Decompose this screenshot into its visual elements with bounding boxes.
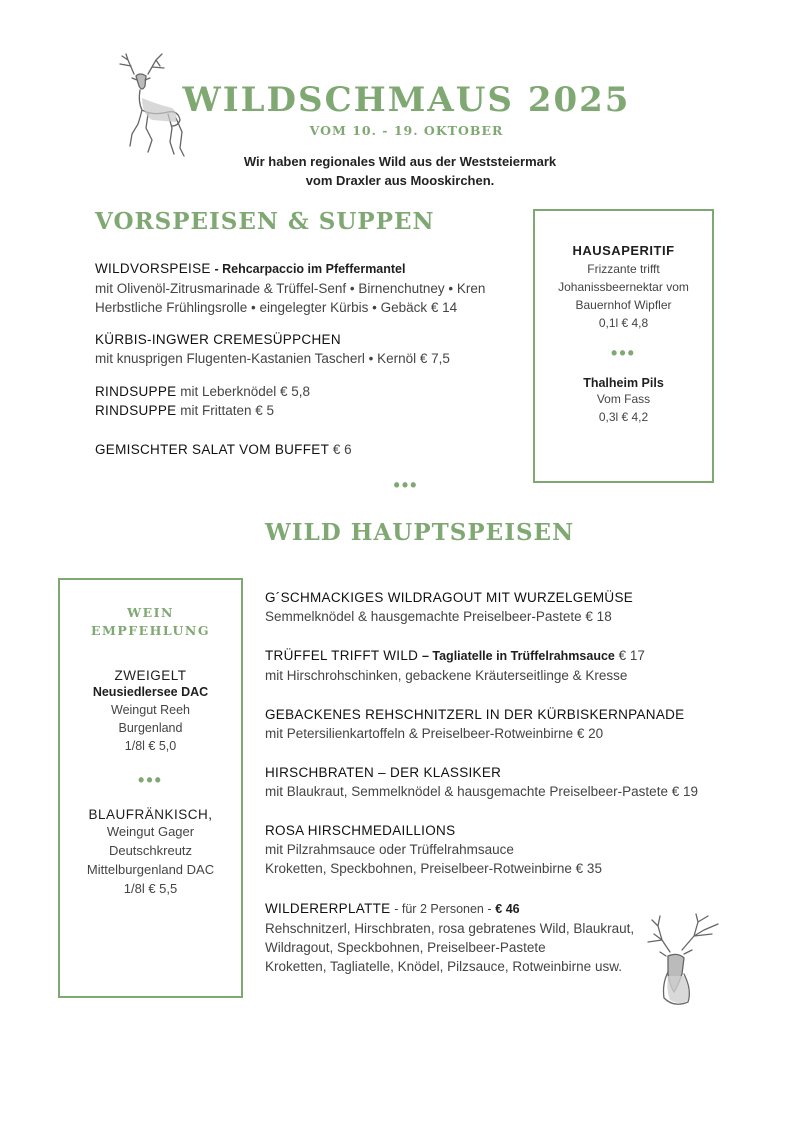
hauptspeise-4-line1: mit Blaukraut, Semmelknödel & hausgemachte Preiselbeer-Pastete € 19: [265, 784, 698, 799]
page-title: WILDSCHMAUS 2025: [182, 80, 631, 120]
kuerbis-name: KÜRBIS-INGWER CREMESÜPPCHEN: [95, 332, 341, 347]
hauptspeisen-heading: WILD HAUPTSPEISEN: [265, 519, 575, 546]
wine2-line1: Weingut Gager: [106, 824, 195, 839]
wildvorspeise-line3: Herbstliche Frühlingsrolle • eingelegter Kürbis • Gebäck € 14: [95, 300, 458, 315]
hauptspeise-item-4: [265, 763, 735, 801]
wine2-line2: Deutschkreutz: [108, 843, 193, 858]
wildvorspeise-name: WILDVORSPEISE: [95, 261, 211, 276]
wine1-price: 1/8l € 5,0: [124, 739, 177, 753]
hauptspeise-5-name: ROSA HIRSCHMEDAILLIONS: [265, 823, 456, 838]
wine2-name: BLAUFRÄNKISCH,: [88, 807, 213, 822]
wine1-line2: Burgenland: [118, 721, 183, 735]
wine2-price: 1/8l € 5,5: [123, 881, 178, 896]
hauptspeise-item-5: [265, 821, 735, 878]
wein-dots: •••: [138, 770, 163, 790]
hauptspeise-5-line2: Kroketten, Speckbohnen, Preiselbeer-Rotweinbirne € 35: [265, 861, 602, 876]
wein-heading-line1: WEIN: [127, 605, 174, 620]
rindsuppe1-name: RINDSUPPE: [95, 384, 177, 399]
intro-text: [200, 152, 600, 190]
hauptspeise-3-name: GEBACKENES REHSCHNITZERL IN DER KÜRBISKERNPANADE: [265, 707, 685, 722]
rindsuppe2-name: RINDSUPPE: [95, 403, 177, 418]
kuerbis-line2: mit knusprigen Flugenten-Kastanien Tascherl • Kernöl € 7,5: [95, 351, 450, 366]
aperitif-line3: Bauernhof Wipfler: [575, 298, 672, 312]
wine1-sub: Neusiedlersee DAC: [92, 685, 209, 699]
hauptspeise-6-name: WILDERERPLATTE: [265, 901, 391, 916]
wein-heading-line2: EMPFEHLUNG: [90, 623, 211, 638]
hauptspeise-6-line2: Wildragout, Speckbohnen, Preiselbeer-Pastete: [265, 940, 546, 955]
deer-head-illustration: [638, 912, 724, 1012]
hauptspeise-6-price: € 46: [495, 902, 520, 916]
rindsuppe1-rest: mit Leberknödel € 5,8: [180, 384, 311, 399]
vorspeisen-heading: VORSPEISEN & SUPPEN: [95, 208, 435, 235]
intro-line-1: Wir haben regionales Wild aus der Weststeiermark: [243, 154, 557, 169]
wildvorspeise-item: [95, 259, 535, 317]
aperitif-line1: Frizzante trifft: [587, 262, 660, 276]
aperitif-box: [533, 209, 714, 483]
hauptspeise-1-name: G´SCHMACKIGES WILDRAGOUT MIT WURZELGEMÜSE: [265, 590, 634, 605]
wine1-name: ZWEIGELT: [114, 668, 187, 683]
salat-item: [95, 440, 535, 459]
hauptspeise-2-name: TRÜFFEL TRIFFT WILD: [265, 648, 419, 663]
hauptspeise-6-detail: - für 2 Personen -: [394, 902, 492, 916]
wein-box: [58, 578, 243, 998]
date-subtitle: VOM 10. - 19. OKTOBER: [309, 123, 504, 138]
hauptspeise-2-price: € 17: [618, 648, 645, 663]
wine1-line1: Weingut Reeh: [111, 703, 190, 717]
beer-price: 0,3l € 4,2: [598, 410, 649, 424]
hauptspeise-1-line1: Semmelknödel & hausgemachte Preiselbeer-Pastete € 18: [265, 609, 612, 624]
wine2-line3: Mittelburgenland DAC: [86, 862, 215, 877]
hauptspeise-4-name: HIRSCHBRATEN – DER KLASSIKER: [265, 765, 502, 780]
rindsuppe-items: [95, 382, 535, 420]
aperitif-dots: •••: [611, 343, 636, 363]
hauptspeise-6-line1: Rehschnitzerl, Hirschbraten, rosa gebratenes Wild, Blaukraut,: [265, 921, 635, 936]
salat-price: € 6: [332, 442, 352, 457]
hauptspeise-5-line1: mit Pilzrahmsauce oder Trüffelrahmsauce: [265, 842, 514, 857]
hauptspeise-item-2: [265, 646, 735, 685]
intro-line-2: vom Draxler aus Mooskirchen.: [305, 173, 495, 188]
hauptspeise-2-detail: – Tagliatelle in Trüffelrahmsauce: [421, 649, 615, 663]
kuerbis-item: [95, 330, 535, 368]
aperitif-price: 0,1l € 4,8: [598, 316, 649, 330]
hauptspeise-6-line3: Kroketten, Tagliatelle, Knödel, Pilzsauce, Rotweinbirne usw.: [265, 959, 622, 974]
wildvorspeise-line2: mit Olivenöl-Zitrusmarinade & Trüffel-Senf • Birnenchutney • Kren: [95, 281, 486, 296]
salat-name: GEMISCHTER SALAT VOM BUFFET: [95, 442, 330, 457]
section-divider-dots: •••: [393, 475, 419, 495]
rindsuppe2-rest: mit Frittaten € 5: [180, 403, 275, 418]
hauptspeise-2-line1: mit Hirschrohschinken, gebackene Kräuterseitlinge & Kresse: [265, 668, 628, 683]
aperitif-line2: Johanissbeernektar vom: [558, 280, 689, 294]
beer-line1: Vom Fass: [596, 392, 651, 406]
hauptspeise-item-3: [265, 705, 735, 743]
beer-name: Thalheim Pils: [583, 376, 664, 390]
hauptspeise-item-1: [265, 588, 735, 626]
hauptspeise-3-line1: mit Petersilienkartoffeln & Preiselbeer-Rotweinbirne € 20: [265, 726, 604, 741]
aperitif-heading: HAUSAPERITIF: [572, 243, 675, 258]
wildvorspeise-detail: - Rehcarpaccio im Pfeffermantel: [214, 262, 406, 276]
